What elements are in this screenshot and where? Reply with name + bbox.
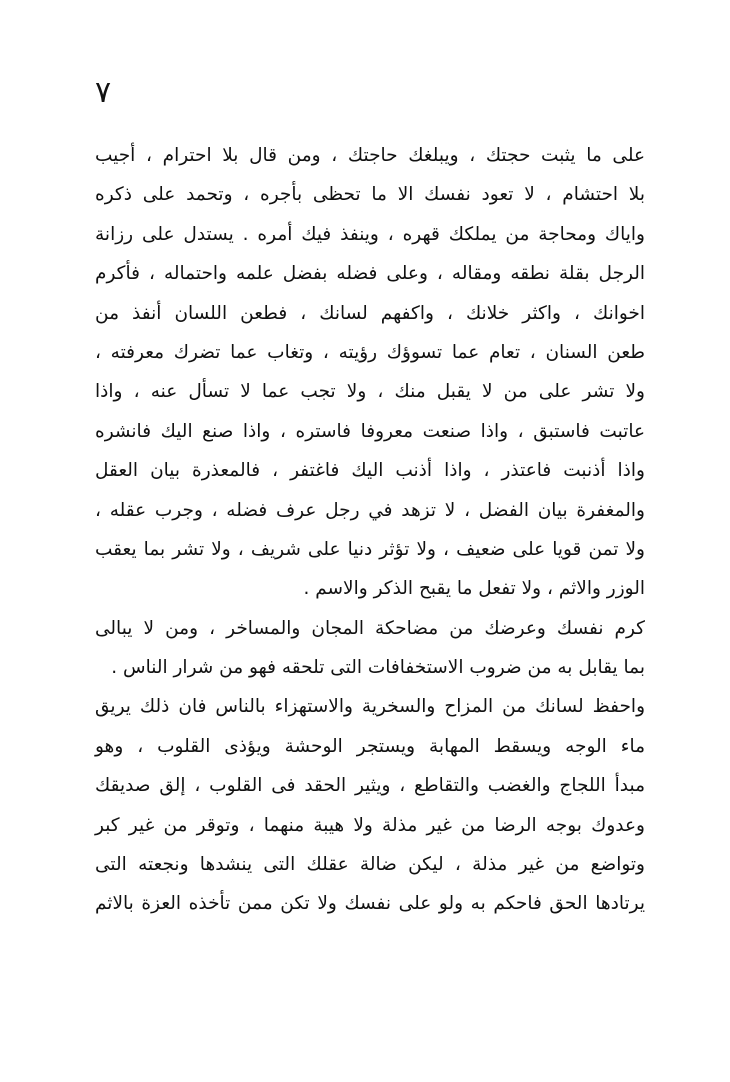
paragraph-end-line: بما يقابل به من ضروب الاستخفافات التى تلحقه فهو من شرار الناس . xyxy=(111,657,645,679)
paragraph-end-line: الوزر والاثم ، ولا تفعل ما يقبح الذكر والاسم . xyxy=(303,578,645,600)
text-line: ولا تمن قويا على ضعيف ، ولا تؤثر دنيا على شريف ، ولا تشر بما يعقب xyxy=(95,538,645,560)
text-line: مبدأ اللجاج والغضب والتقاطع ، ويثير الحقد فى القلوب ، إلق صديقك xyxy=(95,775,645,797)
text-line: الرجل بقلة نطقه ومقاله ، وعلى فضله بفضل علمه واحتماله ، فأكرم xyxy=(95,263,645,285)
text-line: والمغفرة بيان الفضل ، لا تزهد في رجل عرف فضله ، وجرب عقله ، xyxy=(95,499,645,521)
text-line: على ما يثبت حجتك ، ويبلغك حاجتك ، ومن قال بلا احترام ، أجيب xyxy=(95,145,645,166)
text-line: واحفظ لسانك من المزاح والسخرية والاستهزاء بالناس فان ذلك يريق xyxy=(95,696,645,718)
text-line: واذا أذنبت فاعتذر ، واذا أذنب اليك فاغتفر ، فالمعذرة بيان العقل xyxy=(95,460,645,482)
text-line: اخوانك ، واكثر خلانك ، واكفهم لسانك ، فطعن اللسان أنفذ من xyxy=(95,302,645,324)
text-line: كرم نفسك وعرضك من مضاحكة المجان والمساخر ، ومن لا يبالى xyxy=(95,617,645,639)
page-number: ٧ xyxy=(95,75,112,110)
text-line: ولا تشر على من لا يقبل منك ، ولا تجب عما لا تسأل عنه ، واذا xyxy=(95,381,645,403)
text-line: واياك ومحاجة من يملكك قهره ، وينفذ فيك أمره . يستدل على رزانة xyxy=(95,223,645,245)
text-line: عاتبت فاستبق ، واذا صنعت معروفا فاستره ، واذا صنع اليك فانشره xyxy=(95,420,645,442)
text-line: وعدوك بوجه الرضا من غير مذلة ولا هيبة منهما ، وتوقر من غير كبر xyxy=(95,814,645,836)
text-line: بلا احتشام ، لا تعود نفسك الا ما تحظى بأجره ، وتحمد على ذكره xyxy=(95,184,645,206)
text-line: وتواضع من غير مذلة ، ليكن ضالة عقلك التى ينشدها ونجعته التى xyxy=(95,854,645,876)
text-line: يرتادها الحق فاحكم به ولو على نفسك ولا تكن ممن تأخذه العزة بالاثم xyxy=(95,893,645,915)
page-body-text xyxy=(95,136,645,924)
text-line: ماء الوجه ويسقط المهابة ويستجر الوحشة ويؤذى القلوب ، وهو xyxy=(95,735,645,757)
text-line: طعن السنان ، تعام عما تسوؤك رؤيته ، وتغاب عما تضرك معرفته ، xyxy=(95,341,645,363)
